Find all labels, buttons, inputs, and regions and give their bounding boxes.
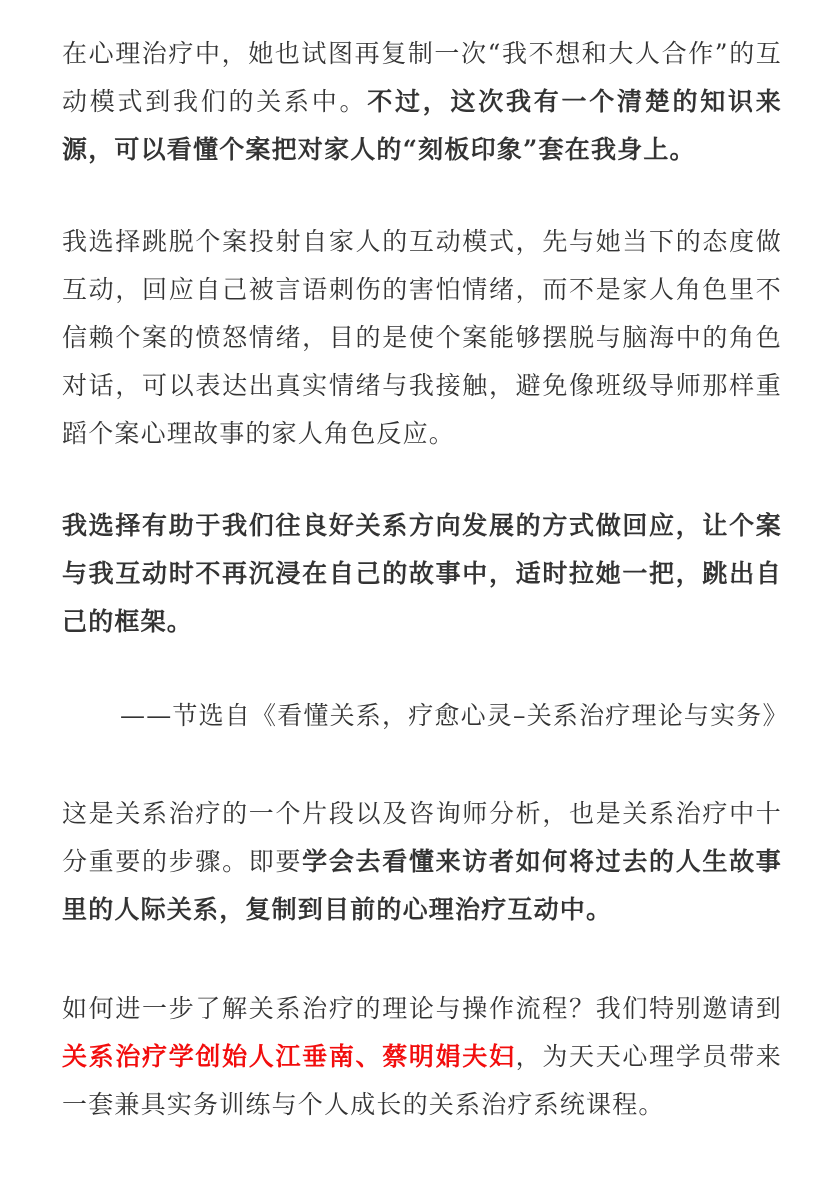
paragraph-4-text: 这是关系治疗的一个片段以及咨询师分析，也是关系治疗中十分重要的步骤。即要 <box>62 799 782 876</box>
paragraph-5 <box>62 985 782 1129</box>
source-citation: ——节选自《看懂关系，疗愈心灵–关系治疗理论与实务》 <box>120 701 789 730</box>
paragraph-1-text: 在心理治疗中，她也试图再复制一次“我不想和大人合作”的互动模式到我们的关系中。 <box>62 39 782 116</box>
paragraph-4 <box>62 790 782 934</box>
founders-highlight: 关系治疗学创始人江垂南、蔡明娟夫妇 <box>62 1042 516 1071</box>
paragraph-5-text-after: ，为天天心理学员带来一套兼具实务训练与个人成长的关系治疗系统课程。 <box>62 1042 782 1119</box>
paragraph-3-emphasis: 我选择有助于我们往良好关系方向发展的方式做回应，让个案与我互动时不再沉浸在自己的故事中，适时拉她一把，跳出自己的框架。 <box>62 511 782 636</box>
paragraph-1-emphasis: 不过，这次我有一个清楚的知识来源，可以看懂个案把对家人的“刻板印象”套在我身上。 <box>62 87 782 164</box>
paragraph-4-emphasis: 学会去看懂来访者如何将过去的人生故事里的人际关系，复制到目前的心理治疗互动中。 <box>62 847 782 924</box>
paragraph-2: 我选择跳脱个案投射自家人的互动模式，先与她当下的态度做互动，回应自己被言语刺伤的害怕情绪，而不是家人角色里不信赖个案的愤怒情绪，目的是使个案能够摆脱与脑海中的角色对话，可以表达出真实情绪与我接触，避免像班级导师那样重蹈个案心理故事的家人角色反应。 <box>62 227 782 448</box>
paragraph-1 <box>62 30 782 174</box>
paragraph-5-text-before: 如何进一步了解关系治疗的理论与操作流程？我们特别邀请到 <box>62 994 782 1023</box>
